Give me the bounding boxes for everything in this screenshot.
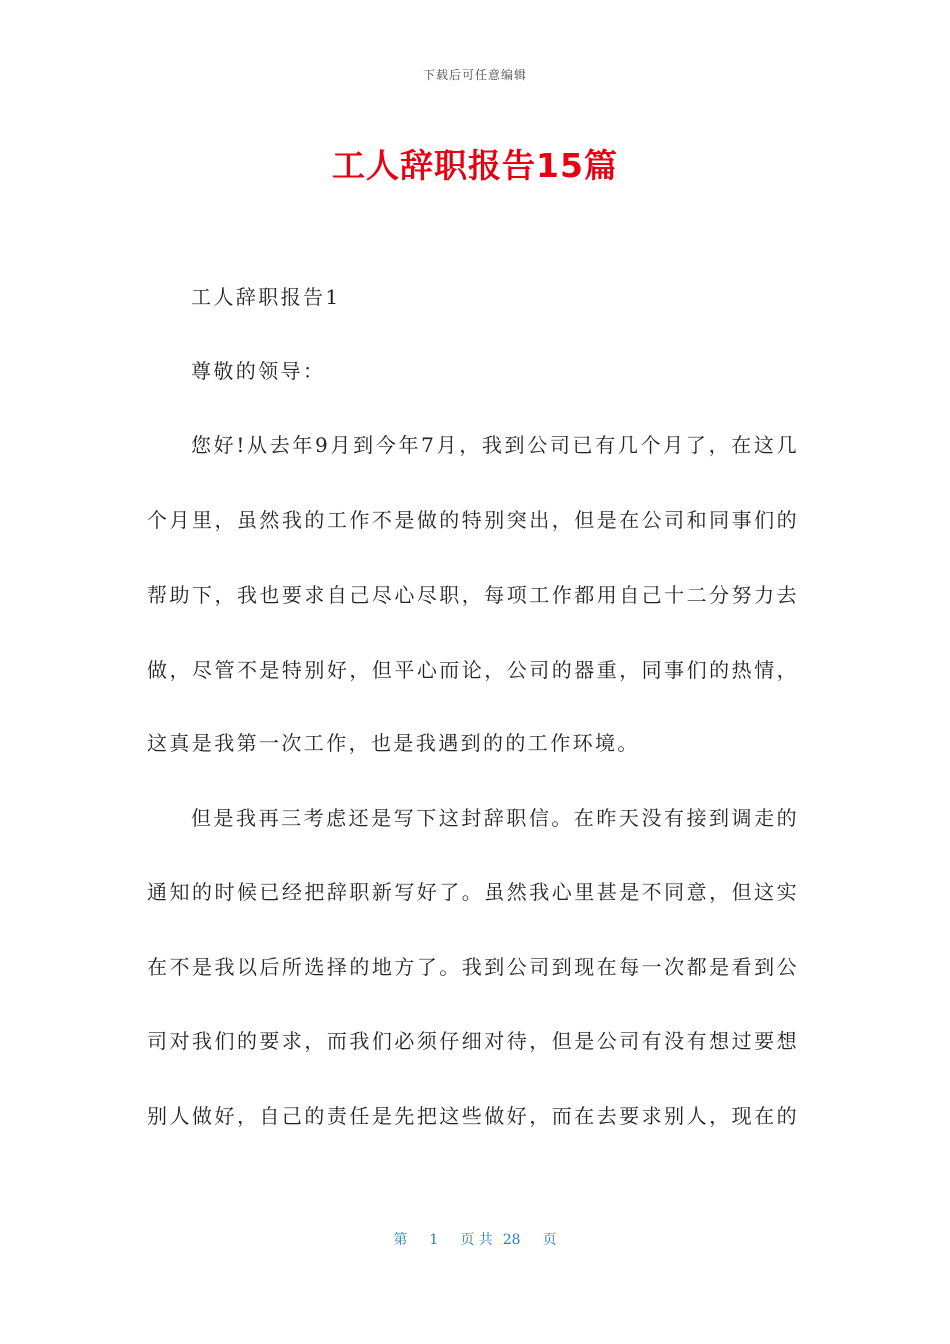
page-footer: [0, 1229, 950, 1249]
text-line: 您好!从去年9月到今年7月，我到公司已有几个月了，在这几: [191, 433, 799, 457]
text-line: 个月里，虽然我的工作不是做的特别突出，但是在公司和同事们的: [147, 508, 799, 532]
document-title: 工人辞职报告15篇: [332, 146, 618, 185]
text-line: 别人做好，自己的责任是先把这些做好，而在去要求别人，现在的: [147, 1104, 799, 1128]
footer-suffix: 页: [542, 1232, 557, 1248]
text-line: 尊敬的领导：: [191, 359, 326, 383]
footer-middle: 页 共: [460, 1232, 493, 1248]
footer-current-page: 1: [429, 1232, 439, 1248]
footer-total-pages: 28: [502, 1232, 521, 1248]
text-line: 帮助下，我也要求自己尽心尽职，每项工作都用自己十二分努力去: [147, 583, 799, 607]
text-line: 做，尽管不是特别好，但平心而论，公司的器重，同事们的热情，: [147, 658, 799, 682]
text-line: 司对我们的要求，而我们必须仔细对待，但是公司有没有想过要想: [147, 1029, 799, 1053]
text-line: 这真是我第一次工作，也是我遇到的的工作环境。: [147, 731, 640, 755]
header-note: 下载后可任意编辑: [422, 68, 527, 82]
text-line: 工人辞职报告1: [191, 285, 341, 309]
text-line: 通知的时候已经把辞职新写好了。虽然我心里甚是不同意，但这实: [147, 880, 799, 904]
text-line: 但是我再三考虑还是写下这封辞职信。在昨天没有接到调走的: [191, 806, 799, 830]
footer-prefix: 第: [393, 1232, 408, 1248]
text-line: 在不是我以后所选择的地方了。我到公司到现在每一次都是看到公: [147, 955, 799, 979]
